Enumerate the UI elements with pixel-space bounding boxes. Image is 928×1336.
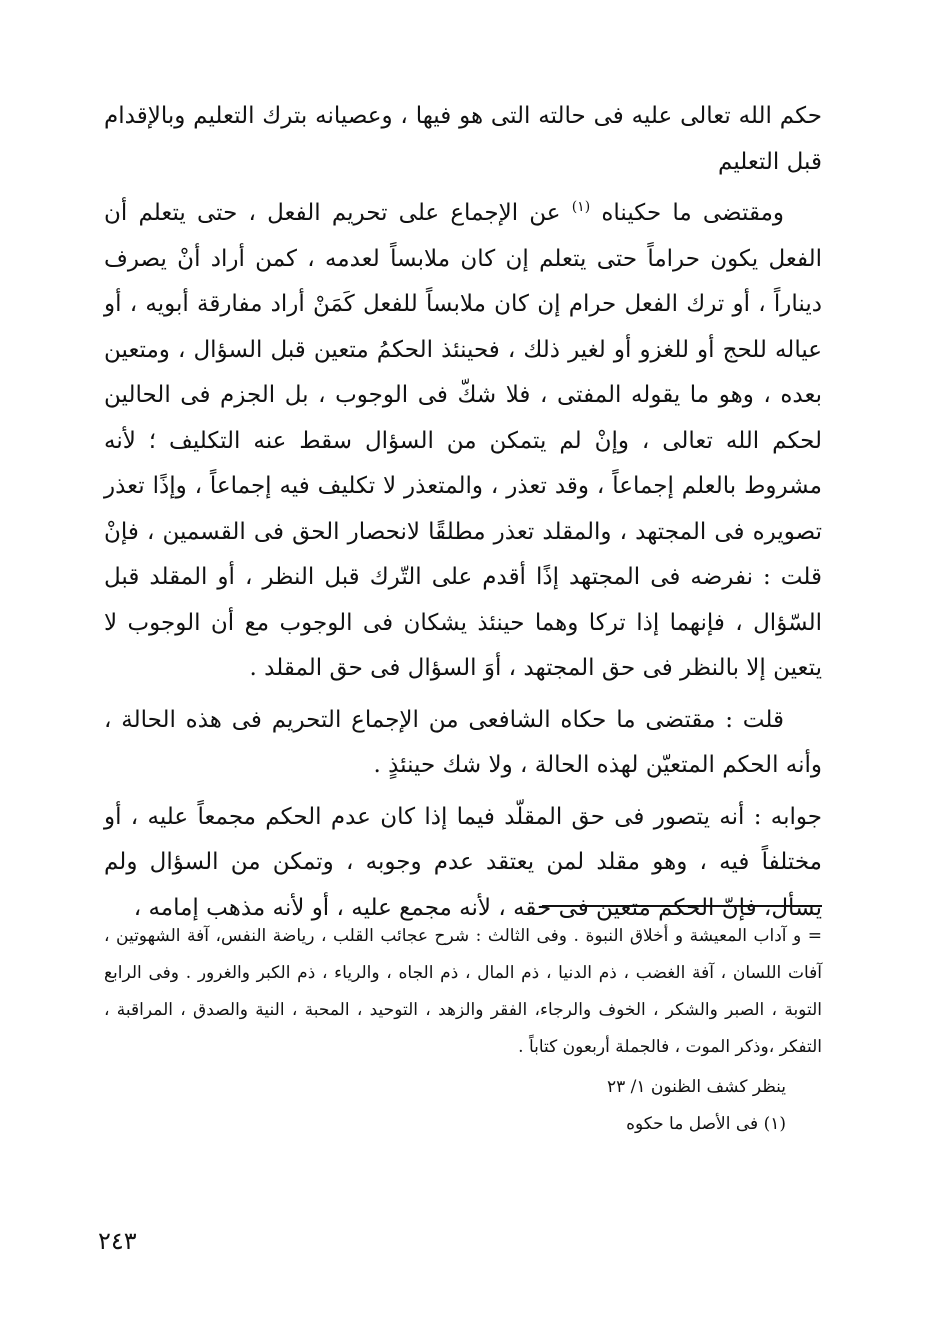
paragraph-4: جوابه : أنه يتصور فى حق المقلّد فيما إذا كان عدم الحكم مجمعاً عليه ، أو مختلفاً فيه ، وهو مقلد لمن يعتقد عدم وجوبه ، وتمكن من السؤال ولم يسأل، فإنّ الحكم متعين فى حقه ، لأنه مجمع عليه ، أو لأنه مذهب إمامه ، xyxy=(104,803,822,921)
paragraph-2-body: عن الإجماع على تحريم الفعل ، حتى يتعلم أن الفعل يكون حراماً حتى يتعلم إن كان ملابساً لعدمه ، كمن أراد أنْ يصرف ديناراً ، أو ترك الفعل حرام إن كان ملابساً للفعل كَمَنْ أراد مفارقة أبويه ، أو عياله للحج أو للغزو أو لغير ذلك ، فحينئذ الحكمُ متعين قبل السؤال ، ومتعين بعده ، وهو ما يقوله المفتى ، فلا شكّ فى الوجوب ، بل الجزم فى الحالين لحكم الله تعالى ، وإنْ لم يتمكن من السؤال سقط عنه التكليف ؛ لأنه مشروط بالعلم إجماعاً ، وقد تعذر ، والمتعذر لا تكليف فيه إجماعاً ، وإذًا تعذر تصويره فى المجتهد ، والمقلد تعذر مطلقًا لانحصار الحق فى القسمين ، فإنْ قلت : نفرضه فى المجتهد إذًا أقدم على التّرك قبل النظر ، أو المقلد قبل السّؤال ، فإنهما إذا تركا وهما حينئذ يشكان فى الوجوب مع أن الوجوب لا يتعين إلا بالنظر فى حق المجتهد ، أوَ السؤال فى حق المقلد . xyxy=(104,200,822,681)
footnote-separator xyxy=(542,905,822,907)
footnote-reference: ينظر كشف الظنون ١/ ٢٣ xyxy=(606,1077,786,1097)
paragraph-3: قلت : مقتضى ما حكاه الشافعى من الإجماع التحريم فى هذه الحالة ، وأنه الحكم المتعيّن لهذه الحالة ، ولا شك حينئذٍ . xyxy=(104,706,822,778)
paragraph-1: حكم الله تعالى عليه فى حالته التى هو فيها ، وعصيانه بترك التعليم وبالإقدام قبل التعليم xyxy=(104,103,822,175)
footnote-ref-1[interactable]: (١) xyxy=(571,199,591,215)
footnote-continuation: = و آداب المعيشة و أخلاق النبوة . وفى الثالث : شرح عجائب القلب ، رياضة النفس، آفة الشهوتين ، آفات اللسان ، آفة الغضب ، ذم الدنيا ، ذم المال ، ذم الجاه ، والرياء ، ذم الكبر والغرور . وفى الرابع التوبة ، الصبر والشكر ، الخوف والرجاء، الفقر والزهد ، التوحيد ، المحبة ، النية والصدق ، المراقبة ، التفكر ،وذكر الموت ، فالجملة أربعون كتاباً . xyxy=(104,926,822,1057)
page-number: ٢٤٣ xyxy=(98,1227,137,1255)
main-text-body xyxy=(104,94,822,931)
paragraph-2 xyxy=(104,191,822,692)
footnote-1: (١) فى الأصل ما حكوه xyxy=(626,1114,786,1134)
paragraph-2-opening: ومقتضى ما حكيناه xyxy=(601,200,785,226)
footnotes-section xyxy=(104,918,822,1143)
